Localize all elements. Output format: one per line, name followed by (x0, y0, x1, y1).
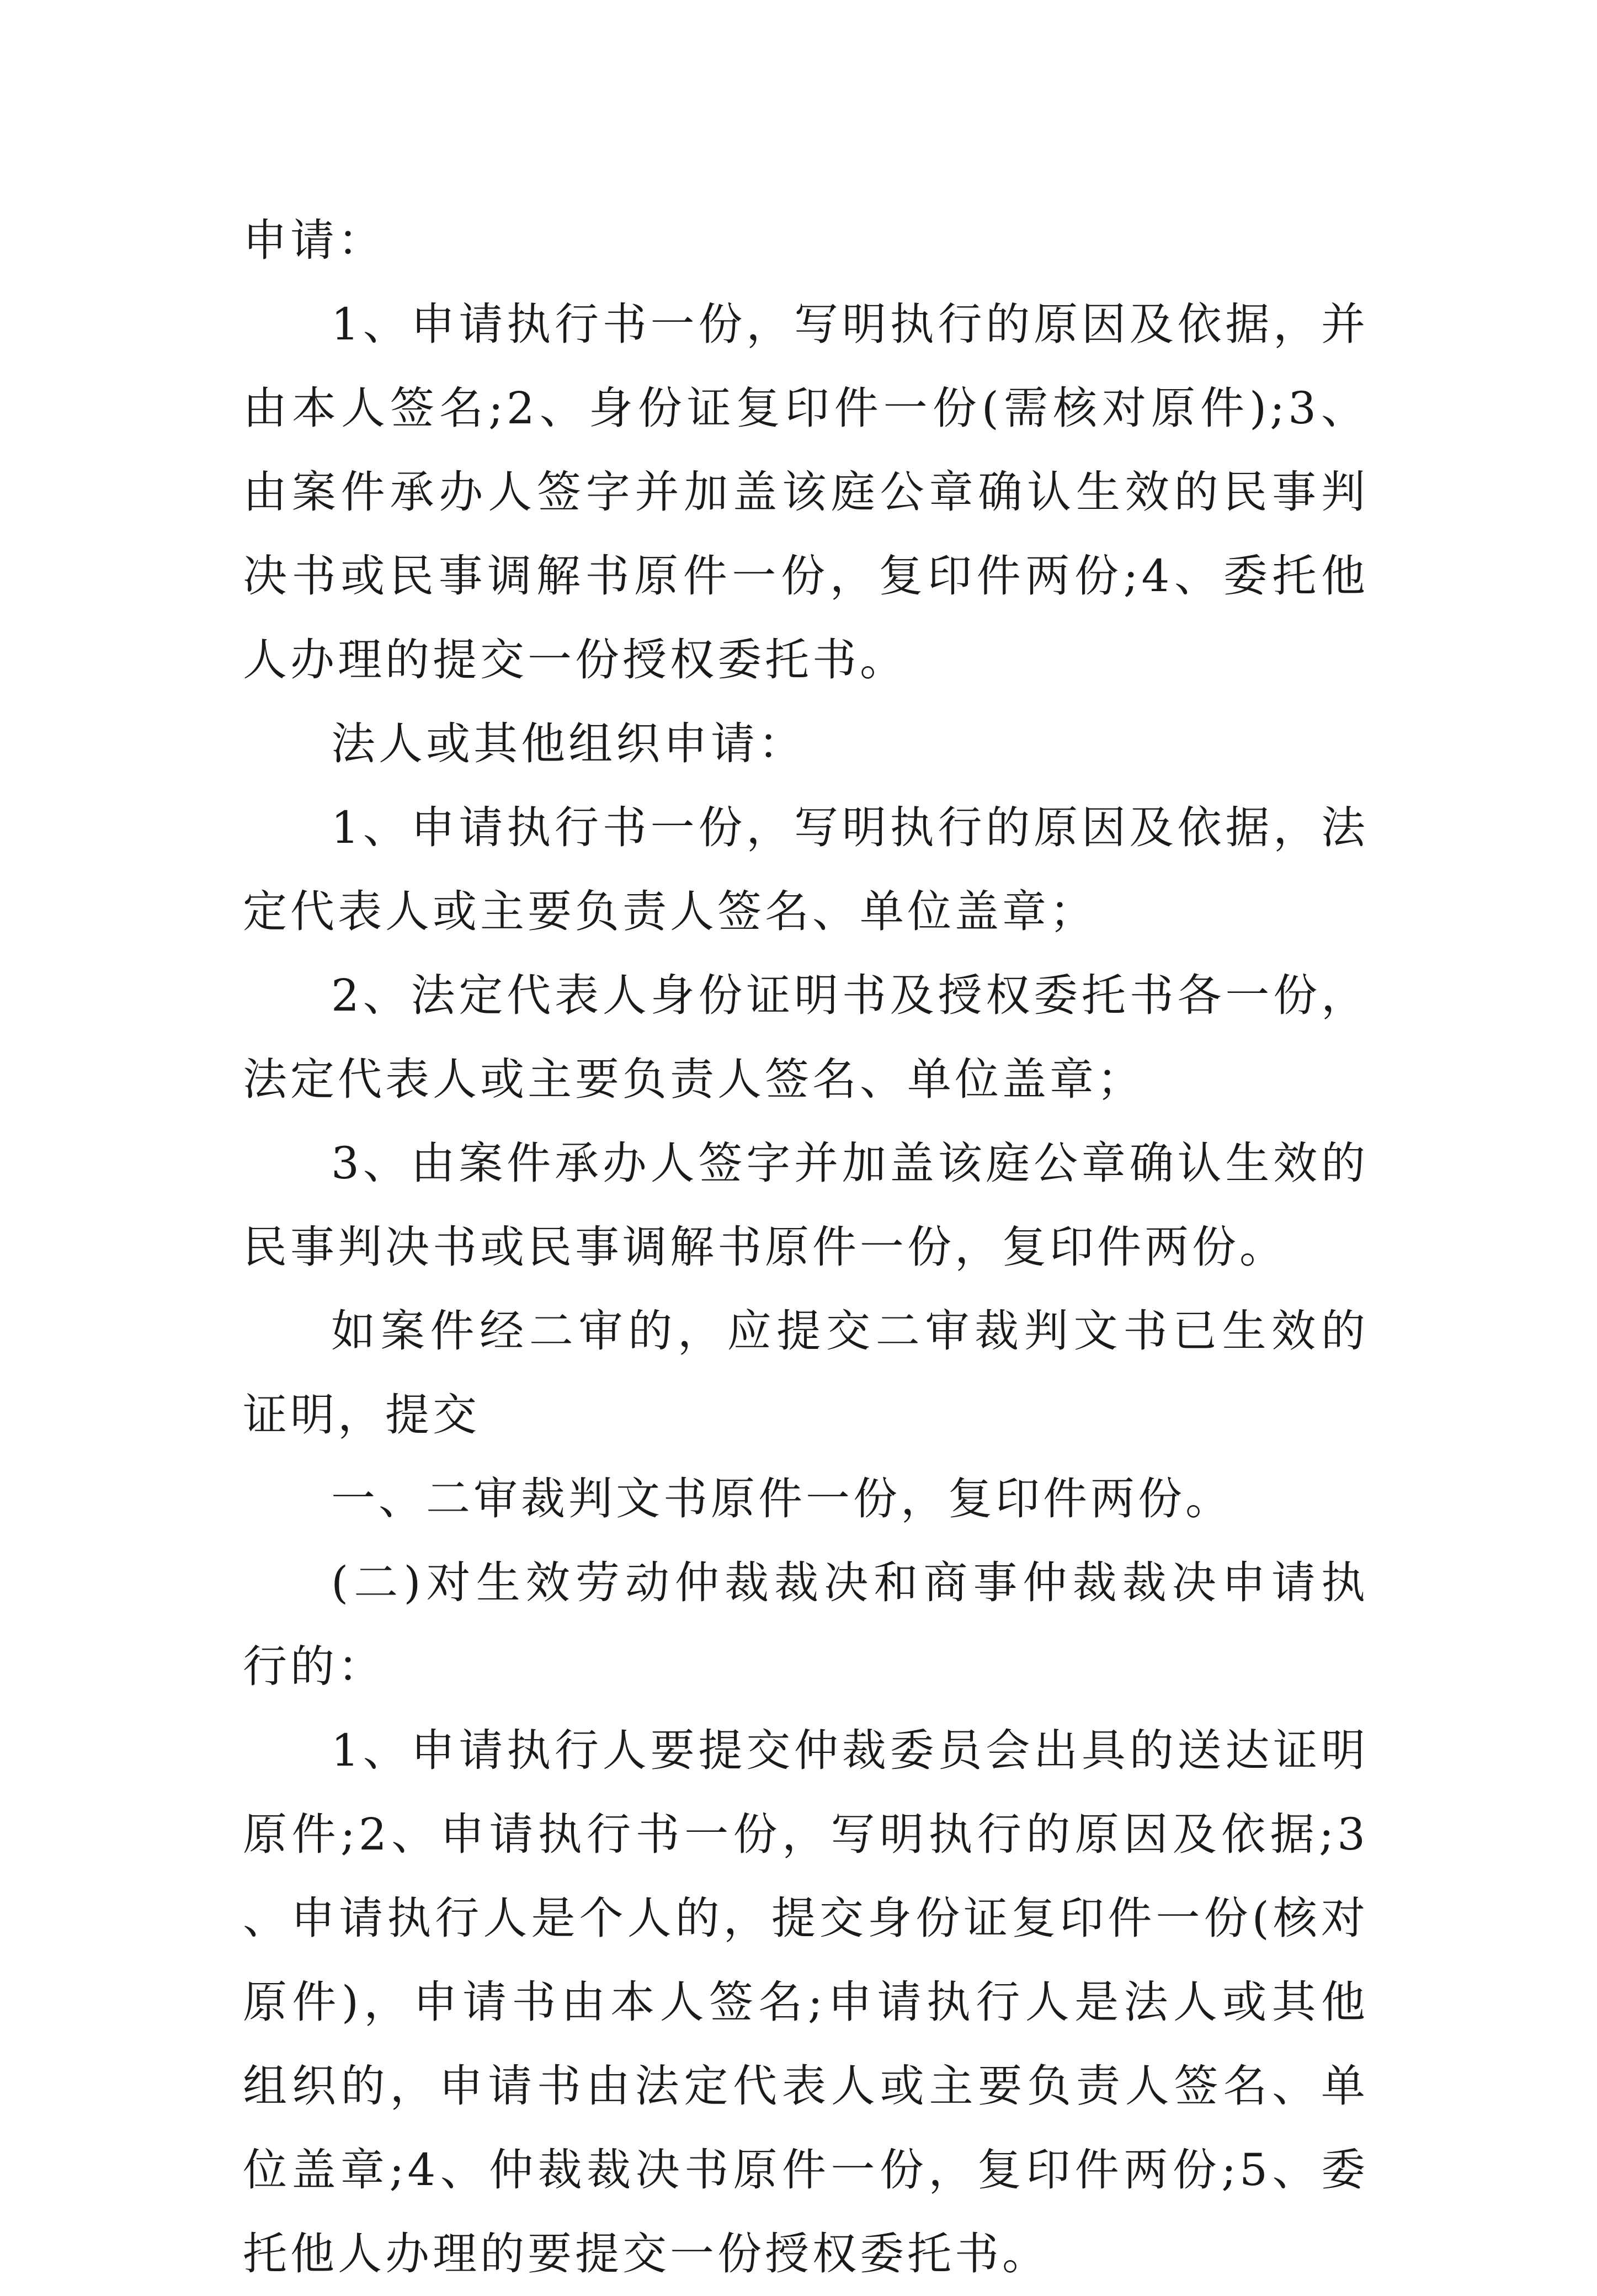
paragraph-legal-person-item-1: 1、申请执行书一份，写明执行的原因及依据，法定代表人或主要负责人签名、单位盖章； (243, 802, 1369, 937)
paragraph-arbitration-heading: (二)对生效劳动仲裁裁决和商事仲裁裁决申请执行的： (243, 1557, 1369, 1692)
paragraph-applicant-intro: 申请： (243, 215, 385, 266)
paragraph-individual-materials: 1、申请执行书一份，写明执行的原因及依据，并由本人签名;2、身份证复印件一份(需核对原件);3、由案件承办人签字并加盖该庭公章确认生效的民事判决书或民事调解书原件一份，复印件两份;4、委托他人办理的提交一份授权委托书。 (243, 299, 1369, 685)
paragraph-legal-person-item-3: 3、由案件承办人签字并加盖该庭公章确认生效的民事判决书或民事调解书原件一份，复印件两份。 (243, 1138, 1369, 1273)
paragraph-second-instance: 如案件经二审的，应提交二审裁判文书已生效的证明，提交 (243, 1305, 1369, 1441)
paragraph-arbitration-materials: 1、申请执行人要提交仲裁委员会出具的送达证明原件;2、申请执行书一份，写明执行的原因及依据;3、申请执行人是个人的，提交身份证复印件一份(核对原件)，申请书由本人签名;申请执行人是法人或其他组织的，申请书由法定代表人或主要负责人签名、单位盖章;4、仲裁裁决书原件一份，复印件两份;5、委托他人办理的要提交一份授权委托书。 (243, 1725, 1369, 2279)
paragraph-second-instance-docs: 一、二审裁判文书原件一份，复印件两份。 (331, 1473, 1233, 1524)
document-body (243, 199, 1369, 2296)
paragraph-legal-person-item-2: 2、法定代表人身份证明书及授权委托书各一份，法定代表人或主要负责人签名、单位盖章； (243, 970, 1369, 1105)
paragraph-legal-person-heading: 法人或其他组织申请： (331, 718, 806, 769)
